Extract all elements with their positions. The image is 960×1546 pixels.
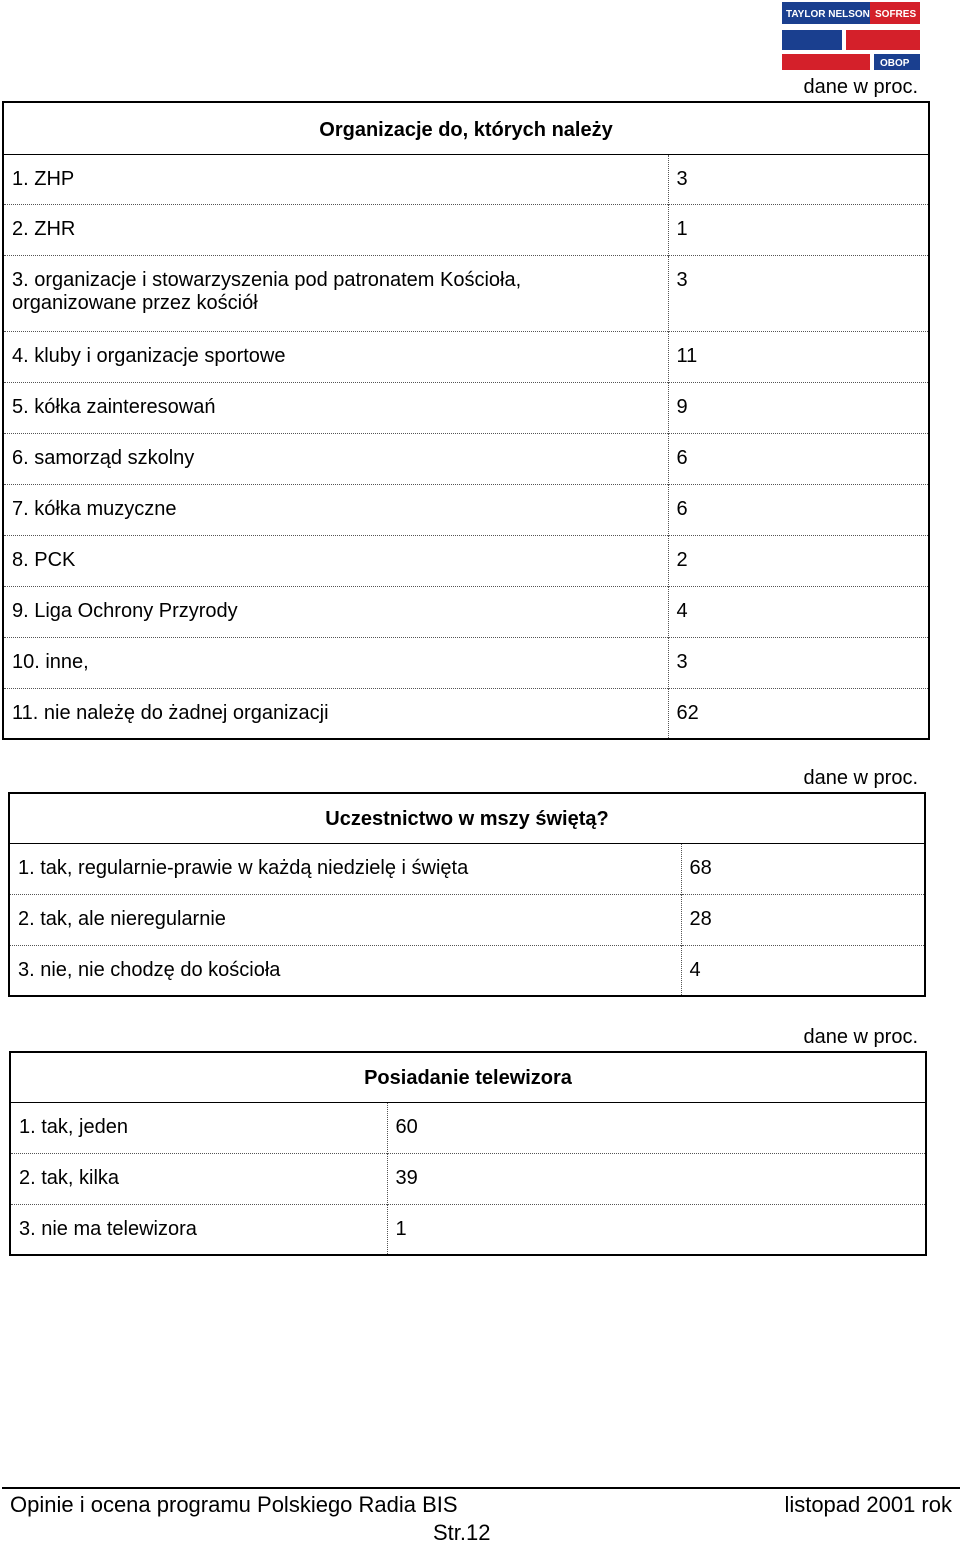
table-row — [3, 535, 929, 586]
row-value: 4 — [668, 586, 929, 637]
row-value: 9 — [668, 382, 929, 433]
row-value: 1 — [668, 204, 929, 255]
table-row — [9, 894, 925, 945]
unit-note: dane w proc. — [803, 76, 918, 98]
table-title: Organizacje do, których należy — [3, 102, 929, 154]
row-label: 1. ZHP — [3, 154, 668, 204]
table-row — [3, 382, 929, 433]
row-value: 39 — [387, 1153, 926, 1204]
table-header — [9, 793, 925, 843]
table-row — [10, 1102, 926, 1153]
unit-note: dane w proc. — [803, 767, 918, 789]
row-value: 28 — [681, 894, 925, 945]
table-title: Posiadanie telewizora — [10, 1052, 926, 1102]
row-label: 5. kółka zainteresowań — [3, 382, 668, 433]
row-value: 68 — [681, 843, 925, 894]
organizations-table — [2, 101, 930, 740]
table-row — [3, 204, 929, 255]
table-row — [3, 433, 929, 484]
row-label: 6. samorząd szkolny — [3, 433, 668, 484]
table-row — [9, 945, 925, 996]
row-value: 11 — [668, 331, 929, 382]
table-row — [10, 1153, 926, 1204]
table-header — [10, 1052, 926, 1102]
table-row — [10, 1204, 926, 1255]
row-label — [3, 255, 668, 331]
row-label: 11. nie należę do żadnej organizacji — [3, 688, 668, 739]
row-value: 6 — [668, 484, 929, 535]
table-row — [3, 586, 929, 637]
row-label: 1. tak, jeden — [10, 1102, 387, 1153]
footer-date: listopad 2001 rok — [784, 1492, 952, 1517]
row-label: 2. tak, kilka — [10, 1153, 387, 1204]
row-value: 2 — [668, 535, 929, 586]
row-label: 8. PCK — [3, 535, 668, 586]
row-label-line: organizowane przez kościół — [12, 291, 258, 314]
row-value: 62 — [668, 688, 929, 739]
row-label: 1. tak, regularnie-prawie w każdą niedzielę i święta — [9, 843, 681, 894]
row-value: 60 — [387, 1102, 926, 1153]
row-label: 9. Liga Ochrony Przyrody — [3, 586, 668, 637]
tv-ownership-table — [9, 1051, 927, 1256]
row-label: 3. nie ma telewizora — [10, 1204, 387, 1255]
unit-note: dane w proc. — [803, 1026, 918, 1048]
row-label: 4. kluby i organizacje sportowe — [3, 331, 668, 382]
table-row — [3, 154, 929, 204]
table-row — [3, 637, 929, 688]
row-label-line: 3. organizacje i stowarzyszenia pod patronatem Kościoła, — [12, 268, 522, 291]
footer-divider — [2, 1487, 960, 1489]
table-row — [9, 843, 925, 894]
footer-page-number: Str.12 — [433, 1520, 491, 1545]
svg-text:SOFRES: SOFRES — [875, 9, 917, 20]
svg-text:OBOP: OBOP — [880, 58, 910, 69]
table-row — [3, 255, 929, 331]
row-label: 7. kółka muzyczne — [3, 484, 668, 535]
row-value: 3 — [668, 637, 929, 688]
row-value: 4 — [681, 945, 925, 996]
table-title: Uczestnictwo w mszy świętą? — [9, 793, 925, 843]
row-value: 3 — [668, 255, 929, 331]
svg-text:TAYLOR NELSON: TAYLOR NELSON — [786, 9, 870, 20]
row-value: 1 — [387, 1204, 926, 1255]
row-value: 6 — [668, 433, 929, 484]
row-label: 3. nie, nie chodzę do kościoła — [9, 945, 681, 996]
table-row — [3, 484, 929, 535]
table-row — [3, 688, 929, 739]
table-header — [3, 102, 929, 154]
table-row — [3, 331, 929, 382]
row-label: 2. tak, ale nieregularnie — [9, 894, 681, 945]
row-label: 2. ZHR — [3, 204, 668, 255]
row-value: 3 — [668, 154, 929, 204]
mass-attendance-table — [8, 792, 926, 997]
taylor-nelson-sofres-obop-logo — [782, 2, 920, 72]
footer-report-title: Opinie i ocena programu Polskiego Radia BIS — [10, 1492, 458, 1517]
row-label: 10. inne, — [3, 637, 668, 688]
